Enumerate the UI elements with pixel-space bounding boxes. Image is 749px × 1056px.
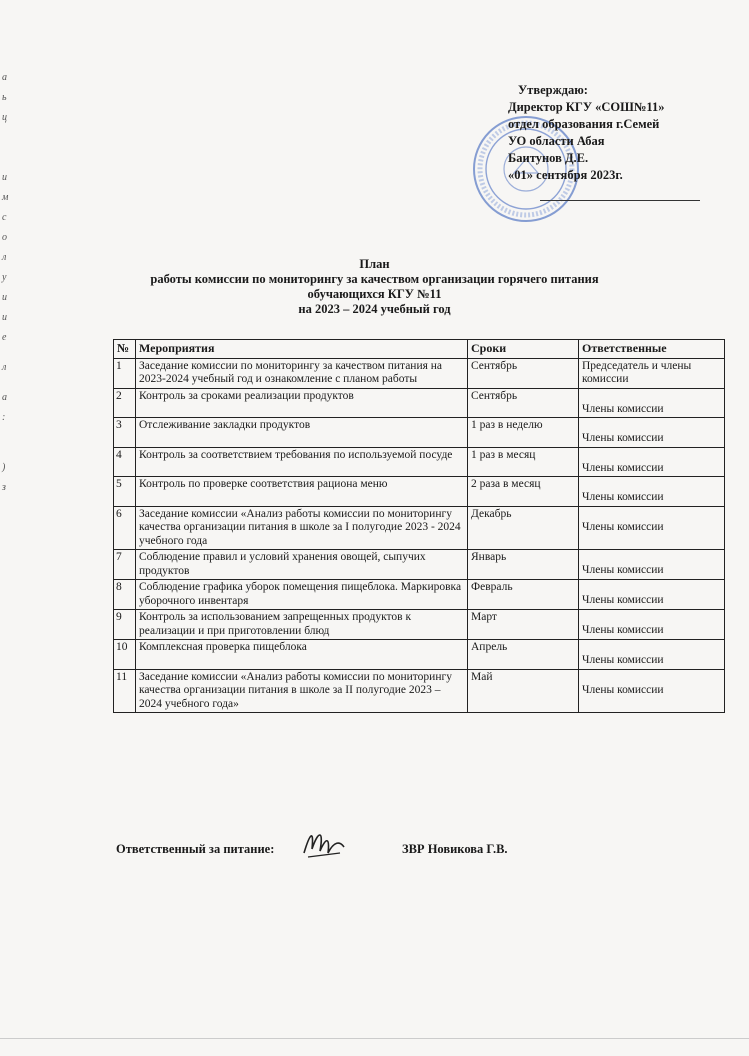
header-dates: Сроки	[468, 340, 579, 359]
row-activity: Заседание комиссии «Анализ работы комиссии по мониторингу качества организации питания в школе за II полугодие 2023 – 2024 учебного года»	[136, 669, 468, 713]
row-term: Май	[468, 669, 579, 713]
table-row	[114, 640, 725, 670]
row-term: Январь	[468, 550, 579, 580]
footer-label: Ответственный за питание:	[116, 842, 275, 856]
row-term: Февраль	[468, 580, 579, 610]
row-activity: Контроль за использованием запрещенных продуктов к реализации и при приготовлении блюд	[136, 610, 468, 640]
row-activity: Контроль по проверке соответствия рациона меню	[136, 477, 468, 507]
row-number: 2	[114, 388, 136, 418]
table-row	[114, 358, 725, 388]
row-responsible: Члены комиссии	[579, 550, 725, 580]
row-responsible: Члены комиссии	[579, 610, 725, 640]
row-activity: Соблюдение графика уборок помещения пищеблока. Маркировка уборочного инвентаря	[136, 580, 468, 610]
row-number: 11	[114, 669, 136, 713]
row-number: 7	[114, 550, 136, 580]
header-responsible: Ответственные	[579, 340, 725, 359]
table-body	[114, 358, 725, 713]
header-num: №	[114, 340, 136, 359]
title-line-3: обучающихся КГУ №11	[307, 287, 442, 301]
approval-block	[508, 82, 738, 184]
row-number: 3	[114, 418, 136, 448]
row-responsible: Члены комиссии	[579, 447, 725, 477]
row-number: 4	[114, 447, 136, 477]
row-responsible: Члены комиссии	[579, 669, 725, 713]
row-number: 8	[114, 580, 136, 610]
table-row	[114, 580, 725, 610]
plan-table	[113, 339, 725, 713]
row-term: 1 раз в неделю	[468, 418, 579, 448]
row-number: 9	[114, 610, 136, 640]
table-row	[114, 550, 725, 580]
table-row	[114, 388, 725, 418]
approval-line-4: УО области Абая	[508, 134, 605, 148]
row-term: 2 раза в месяц	[468, 477, 579, 507]
row-term: Март	[468, 610, 579, 640]
table-row	[114, 506, 725, 550]
handwritten-signature	[300, 823, 348, 863]
row-number: 5	[114, 477, 136, 507]
row-term: Сентябрь	[468, 388, 579, 418]
page-bottom-edge	[0, 1038, 749, 1039]
row-responsible: Члены комиссии	[579, 506, 725, 550]
approval-line-1: Утверждаю:	[518, 83, 588, 97]
approval-signature-line	[540, 200, 700, 201]
row-activity: Контроль за сроками реализации продуктов	[136, 388, 468, 418]
row-activity: Контроль за соответствием требования по используемой посуде	[136, 447, 468, 477]
table-row	[114, 669, 725, 713]
row-term: 1 раз в месяц	[468, 447, 579, 477]
document-title	[0, 257, 749, 317]
row-number: 10	[114, 640, 136, 670]
title-line-4: на 2023 – 2024 учебный год	[298, 302, 451, 316]
row-activity: Заседание комиссии «Анализ работы комиссии по мониторингу качества организации питания в школе за I полугодие 2023 - 2024 учебного года	[136, 506, 468, 550]
row-term: Декабрь	[468, 506, 579, 550]
row-responsible: Члены комиссии	[579, 418, 725, 448]
table-header-row	[114, 340, 725, 359]
row-activity: Заседание комиссии по мониторингу за качеством питания на 2023-2024 учебный год и ознакомление с планом работы	[136, 358, 468, 388]
row-term: Сентябрь	[468, 358, 579, 388]
row-responsible: Члены комиссии	[579, 388, 725, 418]
row-responsible: Члены комиссии	[579, 580, 725, 610]
left-margin-scraps: a ь ц и м с о л у и и е л а : ) з	[2, 72, 9, 493]
approval-line-3: отдел образования г.Семей	[508, 117, 660, 131]
row-activity: Отслеживание закладки продуктов	[136, 418, 468, 448]
table-row	[114, 418, 725, 448]
row-responsible: Члены комиссии	[579, 640, 725, 670]
row-number: 1	[114, 358, 136, 388]
title-line-2: работы комиссии по мониторингу за качеством организации горячего питания	[150, 272, 599, 286]
row-term: Апрель	[468, 640, 579, 670]
approval-line-2: Директор КГУ «СОШ№11»	[508, 100, 665, 114]
header-activities: Мероприятия	[136, 340, 468, 359]
row-responsible: Члены комиссии	[579, 477, 725, 507]
approval-line-5: Баитунов Д.Е.	[508, 151, 589, 165]
table-row	[114, 610, 725, 640]
row-activity: Комплексная проверка пищеблока	[136, 640, 468, 670]
title-line-1: План	[359, 257, 390, 271]
row-activity: Соблюдение правил и условий хранения овощей, сыпучих продуктов	[136, 550, 468, 580]
footer-name: ЗВР Новикова Г.В.	[402, 842, 508, 856]
table-row	[114, 447, 725, 477]
row-number: 6	[114, 506, 136, 550]
row-responsible: Председатель и члены комиссии	[579, 358, 725, 388]
table-row	[114, 477, 725, 507]
approval-line-6: «01» сентября 2023г.	[508, 168, 623, 182]
